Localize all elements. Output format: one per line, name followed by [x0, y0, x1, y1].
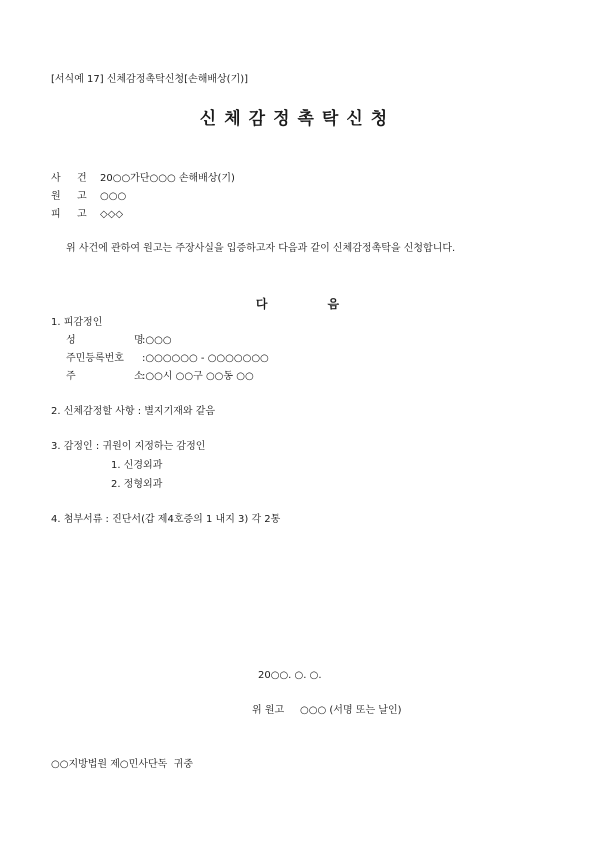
subject-name-label-a: 성	[66, 335, 76, 346]
section-heading	[0, 298, 595, 310]
subject-address-label-b: 소	[134, 371, 144, 382]
appraiser-item: 1. 신경외과	[111, 460, 163, 471]
intro-paragraph: 위 사건에 관하여 원고는 주장사실을 입증하고자 다음과 같이 신체감정촉탁을 신청합니다.	[66, 243, 456, 254]
section1-title: 1. 피감정인	[51, 317, 103, 328]
subject-name-value: :○○○	[142, 335, 172, 346]
court-addressee: ○○지방법원 제○민사단독 귀중	[51, 759, 193, 770]
form-number: [서식예 17] 신체감정촉탁신청[손해배상(기)]	[51, 74, 249, 85]
party-case-label-a: 사	[51, 173, 61, 184]
appraiser-item: 2. 정형외과	[111, 479, 163, 490]
section3-title: 3. 감정인 : 귀원이 지정하는 감정인	[51, 441, 206, 452]
filing-date: 20○○. ○. ○.	[258, 670, 322, 681]
party-case-label-b: 건	[77, 173, 87, 184]
document-title: 신체감정촉탁신청	[199, 109, 396, 129]
party-plaintiff-label-a: 원	[51, 191, 61, 202]
subject-address-label	[66, 372, 144, 382]
subject-id-label: 주민등록번호	[66, 353, 124, 364]
subject-id-value: :○○○○○○ - ○○○○○○○	[142, 353, 269, 364]
party-defendant-label-b: 고	[77, 209, 87, 220]
party-defendant-value: ◇◇◇	[100, 209, 124, 220]
section4: 4. 첨부서류 : 진단서(갑 제4호증의 1 내지 3) 각 2통	[51, 514, 281, 525]
subject-address-label-a: 주	[66, 371, 76, 382]
subject-name-label	[66, 336, 144, 346]
party-case-value: 20○○가단○○○ 손해배상(기)	[100, 173, 235, 184]
heading-char-a: 다	[255, 297, 268, 311]
party-plaintiff-label-b: 고	[77, 191, 87, 202]
subject-address-value: :○○시 ○○구 ○○동 ○○	[142, 371, 254, 382]
heading-char-b: 음	[327, 297, 340, 311]
party-plaintiff-value: ○○○	[100, 191, 127, 202]
subject-name-label-b: 명	[134, 335, 144, 346]
section2: 2. 신체감정할 사항 : 별지기재와 같음	[51, 406, 216, 417]
party-defendant-label-a: 피	[51, 209, 61, 220]
signature-line: 위 원고 ○○○ (서명 또는 날인)	[252, 705, 402, 716]
